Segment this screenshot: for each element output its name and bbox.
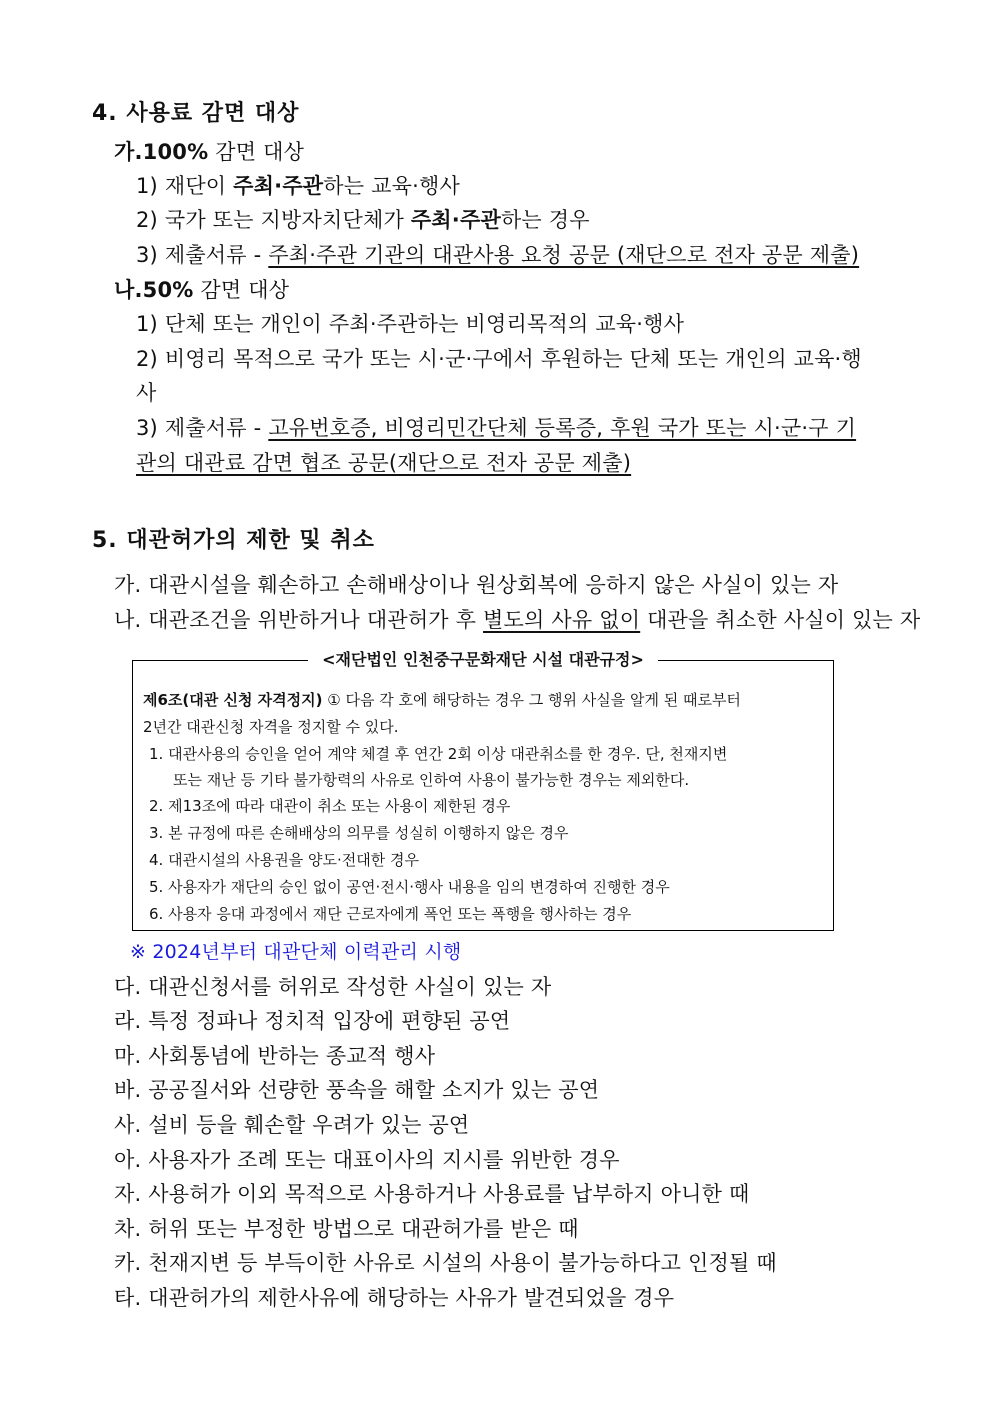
text: 나. 대관조건을 위반하거나 대관허가 후 [114, 608, 484, 632]
sub-item-2 [136, 205, 590, 235]
text: 3) 제출서류 - [136, 243, 269, 267]
underlined-text: 별도의 사유 없이 [483, 608, 641, 632]
article-line [143, 689, 741, 711]
item-ga: 가. 대관시설을 훼손하고 손해배상이나 원상회복에 응하지 않은 사실이 있는 자 [114, 573, 839, 597]
sub-item-3 [136, 413, 856, 443]
percent-50: 50% [142, 278, 194, 302]
regulation-item: 1. 대관사용의 승인을 얻어 계약 체결 후 연간 2회 이상 대관취소를 한 경우. 단, 천재지변 [149, 745, 728, 763]
item-ma: 마. 사회통념에 반하는 종교적 행사 [114, 1044, 436, 1068]
regulation-item: 4. 대관시설의 사용권을 양도·전대한 경우 [149, 851, 419, 869]
regulation-item: 6. 사용자 응대 과정에서 재단 근로자에게 폭언 또는 폭행을 행사하는 경우 [149, 905, 632, 923]
item-sa: 사. 설비 등을 훼손할 우려가 있는 공연 [114, 1113, 470, 1137]
item-ka: 카. 천재지변 등 부득이한 사유로 시설의 사용이 불가능하다고 인정될 때 [114, 1251, 777, 1275]
sub-item-1: 1) 단체 또는 개인이 주최·주관하는 비영리목적의 교육·행사 [136, 312, 685, 336]
item-na-50 [114, 275, 289, 305]
regulation-box-title [133, 648, 833, 672]
text: 하는 교육·행사 [323, 174, 460, 198]
item-na [114, 605, 920, 635]
sub-item-2-cont: 사 [136, 381, 157, 405]
section-5-heading: 5. 대관허가의 제한 및 취소 [92, 528, 375, 553]
sub-item-1 [136, 171, 460, 201]
sub-item-3 [136, 240, 859, 270]
bold-text: 주최·주관 [410, 208, 501, 232]
underlined-text: 고유번호증, 비영리민간단체 등록증, 후원 국가 또는 시·군·구 기 [268, 416, 857, 440]
history-note: ※ 2024년부터 대관단체 이력관리 시행 [130, 941, 462, 963]
article-line-2: 2년간 대관신청 자격을 정지할 수 있다. [143, 718, 399, 736]
text: 2) 국가 또는 지방자치단체가 [136, 208, 411, 232]
item-ra: 라. 특정 정파나 정치적 입장에 편향된 공연 [114, 1009, 511, 1033]
underlined-text: 주최·주관 기관의 대관사용 요청 공문 (재단으로 전자 공문 제출) [268, 243, 860, 267]
item-label: 감면 대상 [193, 278, 290, 302]
item-label: 감면 대상 [208, 140, 305, 164]
item-ga-100 [114, 137, 304, 167]
item-da: 다. 대관신청서를 허위로 작성한 사실이 있는 자 [114, 975, 552, 999]
text: 대관을 취소한 사실이 있는 자 [640, 608, 921, 632]
item-ja: 자. 사용허가 이외 목적으로 사용하거나 사용료를 납부하지 아니한 때 [114, 1182, 750, 1206]
regulation-item: 2. 제13조에 따라 대관이 취소 또는 사용이 제한된 경우 [149, 797, 511, 815]
regulation-item-cont: 또는 재난 등 기타 불가항력의 사유로 인하여 사용이 불가능한 경우는 제외한다. [173, 771, 690, 789]
sub-item-3-cont [136, 448, 631, 478]
regulation-item: 3. 본 규정에 따른 손해배상의 의무를 성실히 이행하지 않은 경우 [149, 824, 569, 842]
bold-text: 주최·주관 [233, 174, 324, 198]
text: 3) 제출서류 - [136, 416, 269, 440]
regulation-box [132, 650, 834, 931]
item-ta: 타. 대관허가의 제한사유에 해당하는 사유가 발견되었을 경우 [114, 1286, 675, 1310]
percent-100: 100% [142, 140, 209, 164]
text: 하는 경우 [500, 208, 590, 232]
underlined-text: 관의 대관료 감면 협조 공문(재단으로 전자 공문 제출) [136, 451, 632, 475]
regulation-title-text: <재단법인 인천중구문화재단 시설 대관규정> [308, 650, 658, 669]
item-ba: 바. 공공질서와 선량한 풍속을 해할 소지가 있는 공연 [114, 1078, 600, 1102]
article-title: 제6조(대관 신청 자격정지) [143, 691, 323, 709]
item-marker: 나. [114, 278, 143, 302]
item-a: 아. 사용자가 조례 또는 대표이사의 지시를 위반한 경우 [114, 1148, 620, 1172]
item-cha: 차. 허위 또는 부정한 방법으로 대관허가를 받은 때 [114, 1217, 579, 1241]
section-4-heading: 4. 사용료 감면 대상 [92, 101, 300, 126]
text: ① 다음 각 호에 해당하는 경우 그 행위 사실을 알게 된 때로부터 [322, 691, 741, 709]
regulation-item: 5. 사용자가 재단의 승인 없이 공연·전시·행사 내용을 임의 변경하여 진행한 경우 [149, 878, 670, 896]
sub-item-2: 2) 비영리 목적으로 국가 또는 시·군·구에서 후원하는 단체 또는 개인의 교육·행 [136, 347, 862, 371]
item-marker: 가. [114, 140, 143, 164]
text: 1) 재단이 [136, 174, 234, 198]
